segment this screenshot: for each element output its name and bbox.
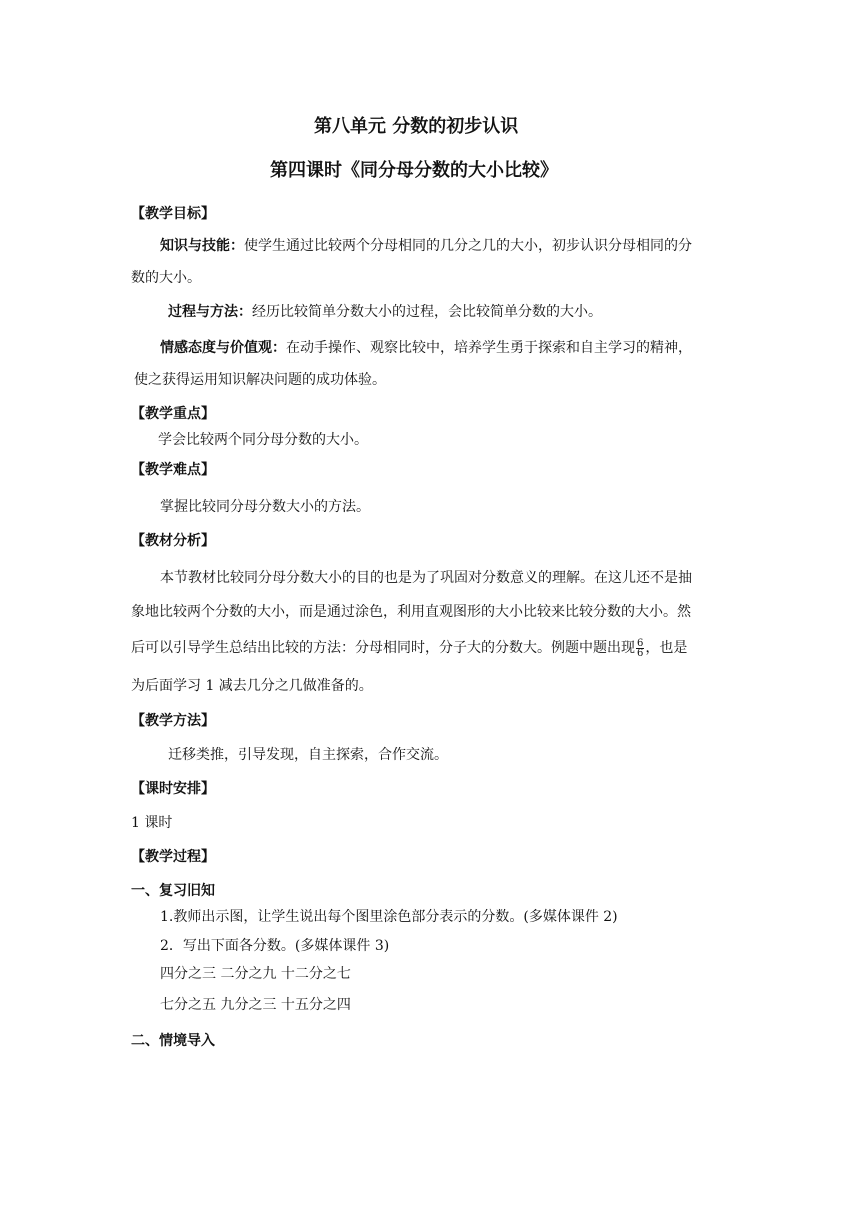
difficulty-text: 掌握比较同分母分数大小的方法。 (160, 499, 370, 515)
objective-attitude-line1 (160, 338, 692, 358)
objective-attitude-label: 情感态度与价值观： (160, 340, 286, 356)
schedule-heading: 【课时安排】 (131, 781, 215, 797)
analysis-line1: 本节教材比较同分母分数大小的目的也是为了巩固对分数意义的理解。在这儿还不是抽 (160, 570, 692, 586)
scenario-heading: 二、情境导入 (131, 1033, 215, 1049)
page-title: 第八单元 分数的初步认识 (314, 116, 519, 137)
page-subtitle: 第四课时《同分母分数的大小比较》 (270, 160, 558, 181)
analysis-line3-start: 后可以引导学生总结出比较的方法：分母相同时，分子大的分数大。例题中题出现 (131, 640, 635, 656)
fraction-six-sixths (636, 639, 644, 658)
review-fractions-row-2: 七分之五 九分之三 十五分之四 (160, 997, 351, 1013)
review-item-2: 2．写出下面各分数。(多媒体课件 3) (160, 938, 390, 954)
review-item-1: 1.教师出示图，让学生说出每个图里涂色部分表示的分数。(多媒体课件 2) (160, 909, 618, 925)
objective-attitude-line2: 使之获得运用知识解决问题的成功体验。 (134, 372, 386, 388)
fraction-numerator: 6 (637, 637, 644, 649)
process-heading: 【教学过程】 (131, 849, 215, 865)
objective-process-text: 经历比较简单分数大小的过程，会比较简单分数的大小。 (252, 304, 602, 320)
review-fractions-row-1: 四分之三 二分之九 十二分之七 (160, 966, 351, 982)
difficulty-heading: 【教学难点】 (131, 462, 215, 478)
key-point-text: 学会比较两个同分母分数的大小。 (158, 432, 368, 448)
objective-process-label: 过程与方法： (168, 304, 252, 320)
objective-knowledge-text1: 使学生通过比较两个分母相同的几分之几的大小，初步认识分母相同的分 (244, 238, 692, 254)
objectives-heading: 【教学目标】 (131, 206, 215, 222)
analysis-line4: 为后面学习 1 减去几分之几做准备的。 (131, 678, 373, 694)
analysis-line3-end: ，也是 (645, 640, 688, 656)
objective-knowledge-line1 (160, 236, 692, 256)
key-point-heading: 【教学重点】 (131, 406, 215, 422)
method-heading: 【教学方法】 (131, 713, 215, 729)
objective-attitude-text1: 在动手操作、观察比较中，培养学生勇于探索和自主学习的精神， (286, 340, 692, 356)
objective-knowledge-label: 知识与技能： (160, 238, 244, 254)
schedule-text: 1 课时 (131, 815, 173, 831)
review-heading: 一、复习旧知 (131, 883, 215, 899)
objective-process-line (168, 302, 602, 322)
fraction-denominator: 6 (637, 647, 644, 659)
method-text: 迁移类推，引导发现，自主探索，合作交流。 (168, 747, 448, 763)
analysis-heading: 【教材分析】 (131, 533, 215, 549)
analysis-line3 (131, 638, 687, 658)
objective-knowledge-line2: 数的大小。 (131, 270, 201, 286)
analysis-line2: 象地比较两个分数的大小，而是通过涂色，利用直观图形的大小比较来比较分数的大小。然 (131, 604, 691, 620)
